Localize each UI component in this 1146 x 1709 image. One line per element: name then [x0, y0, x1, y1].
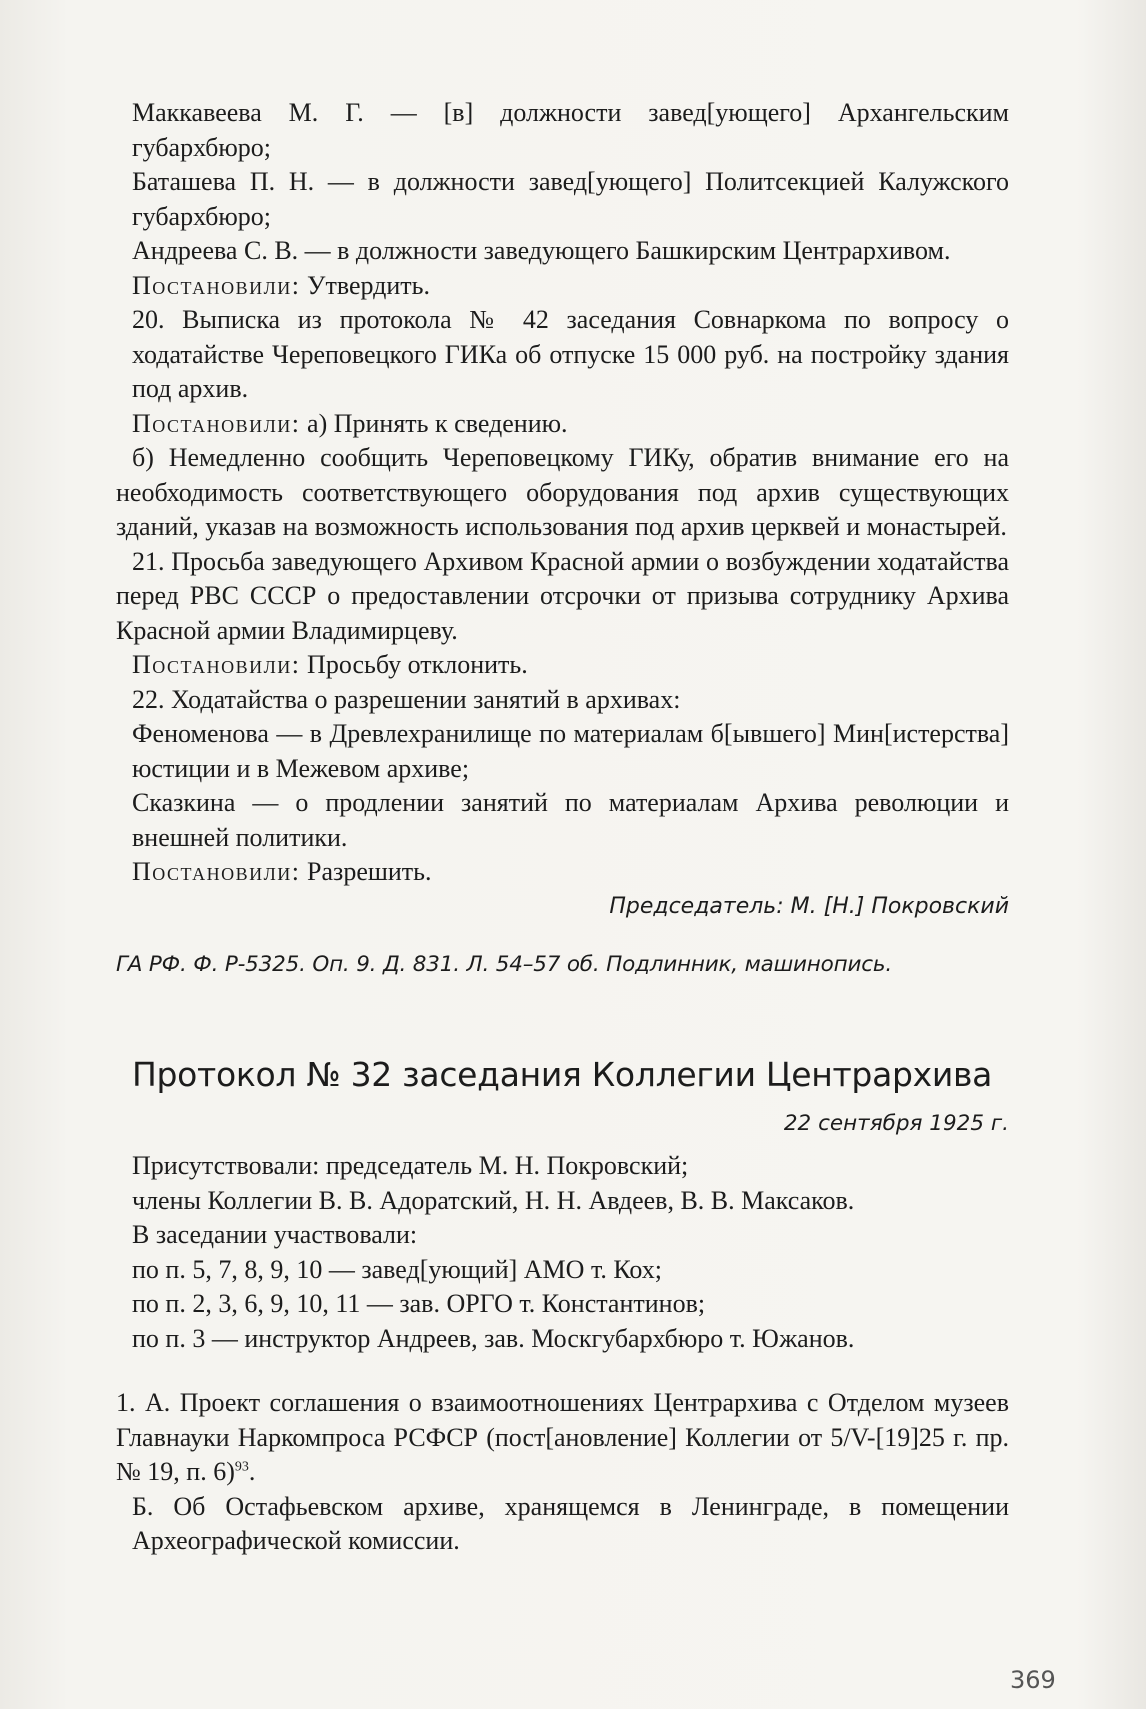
resolution-label: Постановили: [132, 408, 301, 438]
protocol-title: Протокол № 32 заседания Коллегии Центрархива [132, 1054, 993, 1094]
page-number: 369 [1010, 1666, 1056, 1694]
resolution-label: Постановили: [132, 857, 301, 886]
resolution-label: Постановили: [132, 270, 301, 300]
attendance-line: по п. 2, 3, 6, 9, 10, 11 — зав. ОРГО т. Константинов; [132, 1289, 706, 1318]
resolution-2 [132, 407, 1009, 442]
attendance-line: Присутствовали: председатель М. Н. Покровский; [132, 1151, 689, 1180]
protocol-date: 22 сентября 1925 г. [783, 1110, 1009, 1136]
attendance-line: по п. 3 — инструктор Андреев, зав. Москгубархбюро т. Южанов. [132, 1323, 855, 1353]
paragraph-batasheva: Баташева П. Н. — в должности завед[ующего] Политсекцией Калужского губархбюро; [132, 167, 1009, 231]
paragraph-makkaveeva: Маккавеева М. Г. — [в] должности завед[ующего] Архангельским губархбюро; [132, 98, 1009, 162]
item-1a [116, 1386, 1009, 1490]
resolution-label: Постановили: [132, 650, 301, 679]
resolution-4 [132, 855, 1009, 890]
signature: Председатель: М. [Н.] Покровский [609, 893, 1009, 919]
archival-source: ГА РФ. Ф. Р-5325. Оп. 9. Д. 831. Л. 54–57 об. Подлинник, машинопись. [116, 952, 892, 977]
item-21: 21. Просьба заведующего Архивом Красной армии о возбуждении ходатайства перед РВС СССР о предоставлении отсрочки от призыва сотруднику Архива Красной армии Владимирцеву. [116, 546, 1009, 645]
paragraph-andreeva: Андреева С. В. — в должности заведующего Башкирским Центрархивом. [132, 236, 951, 265]
footnote-ref: 93 [234, 1459, 249, 1475]
item-22b: Сказкина — о продлении занятий по материалам Архива революции и внешней политики. [132, 788, 1009, 852]
attendance-line: члены Коллегии В. В. Адоратский, Н. Н. Авдеев, В. В. Максаков. [132, 1185, 855, 1215]
item-20: 20. Выписка из протокола № 42 заседания Совнаркома по вопросу о ходатайстве Череповецкого ГИКа об отпуске 15 000 руб. на постройку здания под архив. [132, 305, 1009, 403]
item-1a-end: . [248, 1457, 256, 1486]
resolution-text: а) Принять к сведению. [307, 408, 568, 438]
resolution-text: Утвердить. [307, 270, 431, 300]
resolution-text: Разрешить. [307, 857, 432, 886]
attendance-line: по п. 5, 7, 8, 9, 10 — завед[ующий] АМО т. Кох; [132, 1254, 662, 1284]
item-22a: Феноменова — в Древлехранилище по материалам б[ывшего] Мин[истерства] юстиции и в Межевом архиве; [132, 719, 1009, 783]
resolution-3 [132, 648, 1009, 683]
attendance-line: В заседании участвовали: [132, 1220, 418, 1249]
resolution-1 [132, 269, 1009, 304]
item-1b: Б. Об Остафьевском архиве, хранящемся в Ленинграде, в помещении Археографической комиссии. [132, 1491, 1009, 1555]
item-20b: б) Немедленно сообщить Череповецкому ГИКу, обратив внимание его на необходимость соответствующего оборудования под архив существующих зданий, указав на возможность использования под архив церквей и монастырей. [116, 443, 1009, 541]
resolution-text: Просьбу отклонить. [307, 650, 528, 679]
item-22: 22. Ходатайства о разрешении занятий в архивах: [132, 684, 681, 714]
document-body [116, 96, 1009, 1559]
item-1a-text: 1. А. Проект соглашения о взаимоотношениях Центрархива с Отделом музеев Главнауки Наркомпроса РСФСР (пост[ановление] Коллегии от 5/V-[19]25 г. пр. № 19, п. 6) [116, 1388, 1009, 1486]
